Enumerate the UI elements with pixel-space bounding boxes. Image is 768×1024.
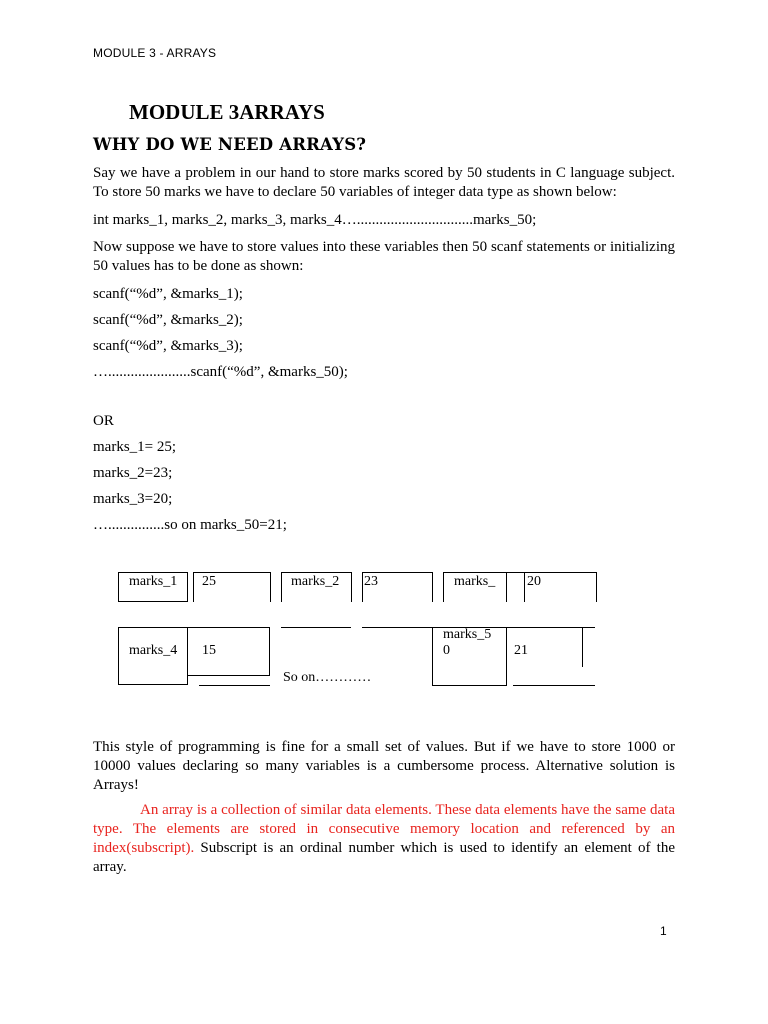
box-bottom-line: [118, 601, 188, 602]
box-divider: [432, 572, 433, 602]
variable-value: 23: [364, 574, 378, 589]
definition-highlight: An array is a collection of similar data elements. These data elements have the same data type. The elements are stored in consecutive memory location and referenced by an index(subscript).: [93, 802, 675, 856]
array-definition-paragraph: [93, 801, 675, 877]
box-top-line: [362, 627, 595, 628]
variable-value: 20: [527, 574, 541, 589]
box-top-line: [193, 572, 270, 573]
subscript-note: Subscript is an ordinal number which is used to identify an element of the array.: [93, 840, 675, 875]
box-divider: [506, 572, 507, 602]
box-divider: [443, 572, 444, 602]
variable-value-box: [188, 627, 270, 676]
box-divider: [351, 572, 352, 602]
box-top-line: [362, 572, 432, 573]
variable-value: 15: [202, 643, 216, 658]
box-divider: [582, 627, 583, 667]
box-divider: [596, 572, 597, 602]
cumbersome-paragraph: This style of programming is fine for a small set of values. But if we have to store 1000 or 10000 values declaring so many variables is a cumbersome process. Alternative solution is Arrays!: [93, 739, 675, 793]
scanf-paragraph: Now suppose we have to store values into these variables then 50 scanf statements or initializing 50 values has to be done as shown:: [93, 239, 675, 274]
scanf-line: scanf(“%d”, &marks_3);: [93, 338, 243, 354]
scanf-line: scanf(“%d”, &marks_2);: [93, 312, 243, 328]
section-heading: WHY DO WE NEED ARRAYS?: [93, 135, 367, 154]
variable-name-box: [118, 572, 188, 602]
box-top-line: [281, 572, 351, 573]
variable-name: marks_1: [129, 574, 178, 589]
variable-value: 25: [202, 574, 216, 589]
so-on-label: So on…………: [283, 670, 372, 685]
variable-name: marks_: [454, 574, 496, 589]
assignment-line: …...............so on marks_50=21;: [93, 517, 287, 533]
assignment-line: marks_2=23;: [93, 465, 173, 481]
declaration-line: int marks_1, marks_2, marks_3, marks_4…...............................marks_50;: [93, 212, 537, 228]
intro-paragraph: Say we have a problem in our hand to store marks scored by 50 students in C language subject. To store 50 marks we have to declare 50 variables of integer data type as shown below:: [93, 165, 675, 200]
variable-name: marks_5: [443, 627, 492, 642]
or-label: OR: [93, 413, 114, 429]
variable-name-continued: 0: [443, 643, 450, 658]
box-divider: [281, 572, 282, 602]
variable-value: 21: [514, 643, 528, 658]
box-divider: [524, 572, 525, 602]
box-top-line: [281, 627, 351, 628]
assignment-line: marks_1= 25;: [93, 439, 177, 455]
variable-name: marks_4: [129, 643, 178, 658]
scanf-line: scanf(“%d”, &marks_1);: [93, 286, 243, 302]
box-bottom-line: [513, 685, 595, 686]
box-divider: [362, 572, 363, 602]
box-divider: [193, 572, 194, 602]
box-divider: [270, 572, 271, 602]
page-number: 1: [660, 924, 667, 938]
box-bottom-line: [199, 685, 270, 686]
running-header: MODULE 3 - ARRAYS: [93, 46, 217, 60]
scanf-line: …......................scanf(“%d”, &marks_50);: [93, 364, 348, 380]
variable-name-box: [432, 627, 507, 686]
box-top-line: [443, 572, 596, 573]
variable-name: marks_2: [291, 574, 340, 589]
assignment-line: marks_3=20;: [93, 491, 173, 507]
module-title: MODULE 3ARRAYS: [129, 100, 325, 124]
variable-name-box: [118, 627, 188, 685]
